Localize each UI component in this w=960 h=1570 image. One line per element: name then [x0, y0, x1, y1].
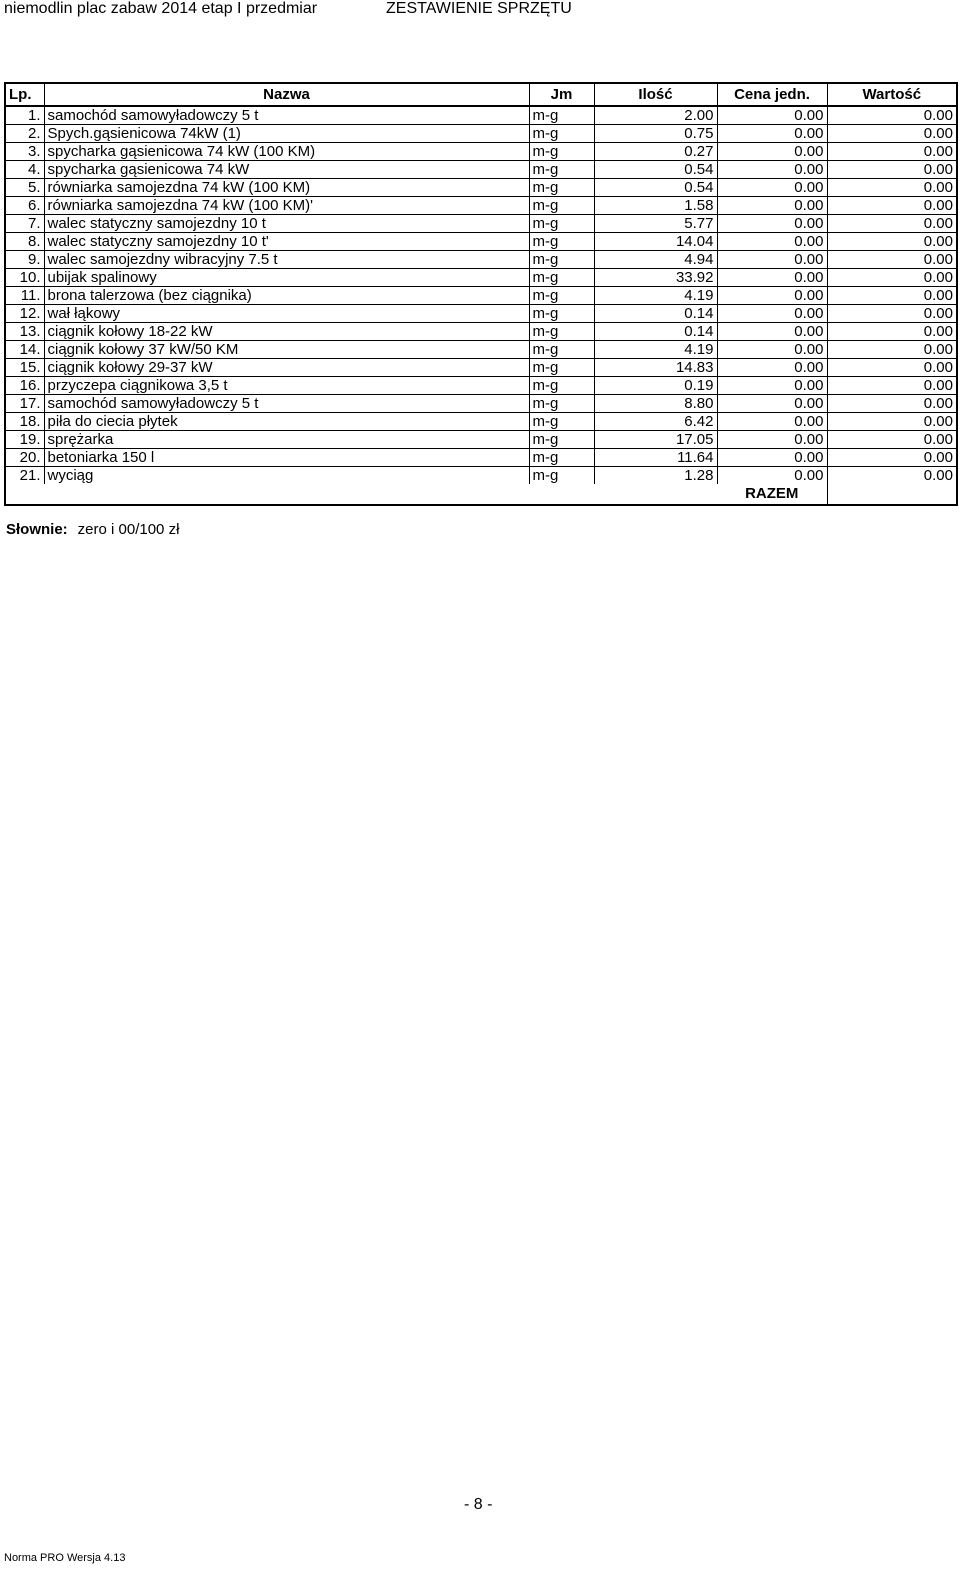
cell-unit-price: 0.00 [717, 287, 827, 305]
cell-quantity: 6.42 [594, 413, 717, 431]
cell-name: samochód samowyładowczy 5 t [44, 106, 529, 125]
cell-name: ciągnik kołowy 37 kW/50 KM [44, 341, 529, 359]
table-row [5, 305, 957, 323]
cell-unit: m-g [529, 215, 594, 233]
cell-quantity: 17.05 [594, 431, 717, 449]
cell-name: samochód samowyładowczy 5 t [44, 395, 529, 413]
cell-name: ubijak spalinowy [44, 269, 529, 287]
cell-value: 0.00 [827, 251, 957, 269]
cell-name: piła do ciecia płytek [44, 413, 529, 431]
cell-unit: m-g [529, 106, 594, 125]
cell-lp: 19. [5, 431, 44, 449]
cell-value: 0.00 [827, 179, 957, 197]
cell-value: 0.00 [827, 215, 957, 233]
cell-quantity: 4.19 [594, 287, 717, 305]
table-row [5, 467, 957, 485]
cell-lp: 11. [5, 287, 44, 305]
total-row [5, 484, 957, 505]
software-footer: Norma PRO Wersja 4.13 [4, 1552, 126, 1564]
cell-value: 0.00 [827, 161, 957, 179]
cell-quantity: 0.19 [594, 377, 717, 395]
table-row [5, 413, 957, 431]
cell-quantity: 14.04 [594, 233, 717, 251]
cell-unit: m-g [529, 449, 594, 467]
table-row [5, 106, 957, 125]
cell-unit: m-g [529, 305, 594, 323]
cell-unit: m-g [529, 269, 594, 287]
cell-quantity: 0.14 [594, 305, 717, 323]
cell-quantity: 5.77 [594, 215, 717, 233]
cell-unit: m-g [529, 233, 594, 251]
cell-unit-price: 0.00 [717, 106, 827, 125]
cell-unit: m-g [529, 287, 594, 305]
cell-unit: m-g [529, 395, 594, 413]
project-title: niemodlin plac zabaw 2014 etap I przedmiar [4, 0, 318, 17]
table-row [5, 161, 957, 179]
cell-value: 0.00 [827, 106, 957, 125]
table-row [5, 359, 957, 377]
cell-unit: m-g [529, 467, 594, 485]
cell-unit-price: 0.00 [717, 215, 827, 233]
table-row [5, 287, 957, 305]
table-row [5, 251, 957, 269]
table-row [5, 197, 957, 215]
cell-lp: 14. [5, 341, 44, 359]
cell-quantity: 11.64 [594, 449, 717, 467]
cell-unit-price: 0.00 [717, 359, 827, 377]
cell-name: ciągnik kołowy 29-37 kW [44, 359, 529, 377]
table-row [5, 323, 957, 341]
cell-lp: 21. [5, 467, 44, 485]
table-row [5, 179, 957, 197]
cell-value: 0.00 [827, 287, 957, 305]
table-row [5, 377, 957, 395]
cell-value: 0.00 [827, 341, 957, 359]
cell-quantity: 0.27 [594, 143, 717, 161]
cell-unit: m-g [529, 161, 594, 179]
column-header-wartosc: Wartość [827, 83, 957, 106]
cell-name: równiarka samojezdna 74 kW (100 KM)' [44, 197, 529, 215]
cell-value: 0.00 [827, 395, 957, 413]
cell-unit: m-g [529, 197, 594, 215]
cell-name: ciągnik kołowy 18-22 kW [44, 323, 529, 341]
cell-value: 0.00 [827, 431, 957, 449]
cell-value: 0.00 [827, 449, 957, 467]
cell-unit: m-g [529, 359, 594, 377]
cell-quantity: 0.75 [594, 125, 717, 143]
cell-lp: 2. [5, 125, 44, 143]
cell-unit-price: 0.00 [717, 143, 827, 161]
cell-unit: m-g [529, 143, 594, 161]
cell-unit-price: 0.00 [717, 269, 827, 287]
cell-lp: 6. [5, 197, 44, 215]
cell-unit: m-g [529, 179, 594, 197]
cell-unit-price: 0.00 [717, 395, 827, 413]
column-header-cena: Cena jedn. [717, 83, 827, 106]
cell-unit-price: 0.00 [717, 251, 827, 269]
cell-quantity: 1.58 [594, 197, 717, 215]
cell-unit-price: 0.00 [717, 323, 827, 341]
cell-unit-price: 0.00 [717, 377, 827, 395]
column-header-lp: Lp. [5, 83, 44, 106]
table-header-row [5, 83, 957, 106]
cell-name: betoniarka 150 l [44, 449, 529, 467]
cell-unit-price: 0.00 [717, 161, 827, 179]
cell-name: spycharka gąsienicowa 74 kW [44, 161, 529, 179]
cell-unit-price: 0.00 [717, 305, 827, 323]
cell-value: 0.00 [827, 143, 957, 161]
cell-value: 0.00 [827, 467, 957, 485]
cell-name: spycharka gąsienicowa 74 kW (100 KM) [44, 143, 529, 161]
cell-quantity: 4.19 [594, 341, 717, 359]
column-header-ilosc: Ilość [594, 83, 717, 106]
amount-in-words-label: Słownie: [6, 521, 68, 538]
cell-quantity: 8.80 [594, 395, 717, 413]
cell-value: 0.00 [827, 359, 957, 377]
cell-unit-price: 0.00 [717, 341, 827, 359]
cell-lp: 17. [5, 395, 44, 413]
cell-unit-price: 0.00 [717, 449, 827, 467]
table-row [5, 143, 957, 161]
equipment-table [4, 82, 958, 506]
table-row [5, 395, 957, 413]
cell-unit: m-g [529, 341, 594, 359]
cell-name: wał łąkowy [44, 305, 529, 323]
cell-lp: 8. [5, 233, 44, 251]
column-header-nazwa: Nazwa [44, 83, 529, 106]
cell-lp: 5. [5, 179, 44, 197]
cell-unit-price: 0.00 [717, 431, 827, 449]
cell-unit: m-g [529, 251, 594, 269]
cell-name: równiarka samojezdna 74 kW (100 KM) [44, 179, 529, 197]
cell-lp: 16. [5, 377, 44, 395]
document-title: ZESTAWIENIE SPRZĘTU [386, 0, 572, 17]
cell-lp: 3. [5, 143, 44, 161]
cell-value: 0.00 [827, 305, 957, 323]
cell-lp: 20. [5, 449, 44, 467]
cell-unit-price: 0.00 [717, 179, 827, 197]
cell-quantity: 0.54 [594, 161, 717, 179]
cell-value: 0.00 [827, 233, 957, 251]
amount-in-words [6, 521, 179, 538]
table-row [5, 269, 957, 287]
table-row [5, 233, 957, 251]
cell-value: 0.00 [827, 377, 957, 395]
cell-name: walec statyczny samojezdny 10 t [44, 215, 529, 233]
cell-name: wyciąg [44, 467, 529, 485]
page-number: - 8 - [464, 1496, 493, 1513]
cell-unit: m-g [529, 431, 594, 449]
cell-value: 0.00 [827, 323, 957, 341]
total-value [827, 484, 957, 505]
cell-unit-price: 0.00 [717, 467, 827, 485]
cell-lp: 18. [5, 413, 44, 431]
cell-quantity: 1.28 [594, 467, 717, 485]
cell-lp: 10. [5, 269, 44, 287]
cell-quantity: 33.92 [594, 269, 717, 287]
cell-value: 0.00 [827, 197, 957, 215]
cell-unit: m-g [529, 377, 594, 395]
cell-lp: 4. [5, 161, 44, 179]
cell-lp: 7. [5, 215, 44, 233]
cell-value: 0.00 [827, 269, 957, 287]
cell-quantity: 0.54 [594, 179, 717, 197]
cell-unit-price: 0.00 [717, 413, 827, 431]
cell-unit: m-g [529, 125, 594, 143]
cell-unit: m-g [529, 323, 594, 341]
cell-unit-price: 0.00 [717, 233, 827, 251]
total-label: RAZEM [717, 484, 827, 505]
cell-lp: 12. [5, 305, 44, 323]
cell-name: Spych.gąsienicowa 74kW (1) [44, 125, 529, 143]
cell-quantity: 4.94 [594, 251, 717, 269]
table-row [5, 125, 957, 143]
cell-name: walec samojezdny wibracyjny 7.5 t [44, 251, 529, 269]
cell-name: walec statyczny samojezdny 10 t' [44, 233, 529, 251]
amount-in-words-value: zero i 00/100 zł [77, 521, 180, 538]
cell-unit-price: 0.00 [717, 125, 827, 143]
table-row [5, 449, 957, 467]
cell-lp: 13. [5, 323, 44, 341]
cell-name: sprężarka [44, 431, 529, 449]
cell-value: 0.00 [827, 125, 957, 143]
table-row [5, 215, 957, 233]
cell-quantity: 2.00 [594, 106, 717, 125]
cell-quantity: 0.14 [594, 323, 717, 341]
cell-quantity: 14.83 [594, 359, 717, 377]
column-header-jm: Jm [529, 83, 594, 106]
cell-unit: m-g [529, 413, 594, 431]
table-row [5, 341, 957, 359]
cell-lp: 15. [5, 359, 44, 377]
table-row [5, 431, 957, 449]
cell-lp: 9. [5, 251, 44, 269]
cell-name: przyczepa ciągnikowa 3,5 t [44, 377, 529, 395]
cell-value: 0.00 [827, 413, 957, 431]
cell-name: brona talerzowa (bez ciągnika) [44, 287, 529, 305]
cell-unit-price: 0.00 [717, 197, 827, 215]
cell-lp: 1. [5, 106, 44, 125]
